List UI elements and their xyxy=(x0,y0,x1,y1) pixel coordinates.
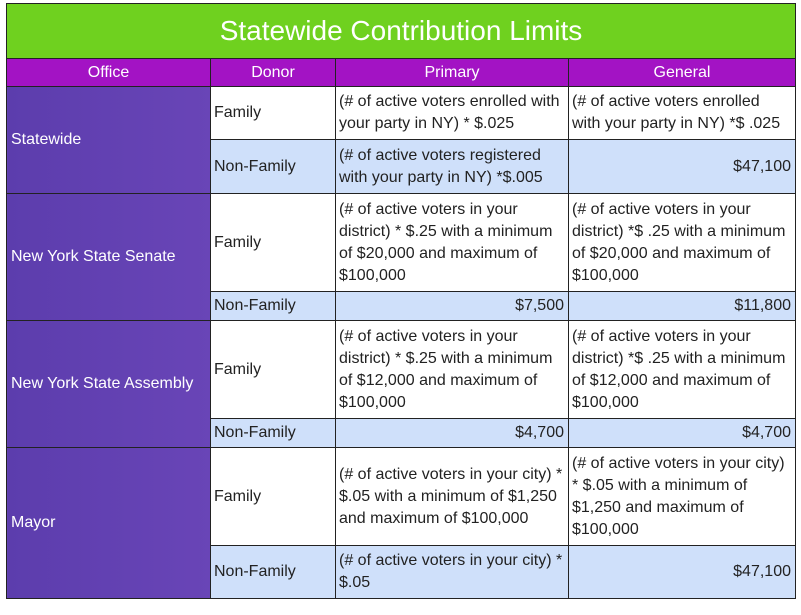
general-limit-cell: $47,100 xyxy=(569,140,796,194)
contribution-limits-table xyxy=(6,3,796,599)
primary-limit-cell: $4,700 xyxy=(336,419,569,448)
donor-cell: Family xyxy=(211,194,336,292)
general-limit-cell: $4,700 xyxy=(569,419,796,448)
donor-cell: Non-Family xyxy=(211,292,336,321)
donor-cell: Family xyxy=(211,448,336,546)
office-state-senate: New York State Senate xyxy=(7,194,211,321)
table-title: Statewide Contribution Limits xyxy=(7,4,796,59)
primary-limit-cell: (# of active voters registered with your party in NY) *$.005 xyxy=(336,140,569,194)
donor-cell: Non-Family xyxy=(211,140,336,194)
general-limit-cell: (# of active voters in your district) *$ .25 with a minimum of $12,000 and maximum of $100,000 xyxy=(569,321,796,419)
general-limit-cell: (# of active voters enrolled with your party in NY) *$ .025 xyxy=(569,87,796,140)
primary-limit-cell: (# of active voters in your city) * $.05 with a minimum of $1,250 and maximum of $100,000 xyxy=(336,448,569,546)
primary-limit-cell: (# of active voters in your district) * $.25 with a minimum of $12,000 and maximum of $100,000 xyxy=(336,321,569,419)
primary-limit-cell: $7,500 xyxy=(336,292,569,321)
primary-limit-cell: (# of active voters enrolled with your party in NY) * $.025 xyxy=(336,87,569,140)
title-row xyxy=(7,4,796,59)
header-row xyxy=(7,59,796,87)
donor-cell: Family xyxy=(211,321,336,419)
donor-cell: Non-Family xyxy=(211,419,336,448)
header-primary: Primary xyxy=(336,59,569,87)
general-limit-cell: $11,800 xyxy=(569,292,796,321)
general-limit-cell: (# of active voters in your district) *$ .25 with a minimum of $20,000 and maximum of $100,000 xyxy=(569,194,796,292)
office-statewide: Statewide xyxy=(7,87,211,194)
header-donor: Donor xyxy=(211,59,336,87)
general-limit-cell: (# of active voters in your city) * $.05 with a minimum of $1,250 and maximum of $100,000 xyxy=(569,448,796,546)
primary-limit-cell: (# of active voters in your district) * $.25 with a minimum of $20,000 and maximum of $100,000 xyxy=(336,194,569,292)
table-row xyxy=(7,194,796,292)
table-row xyxy=(7,87,796,140)
header-office: Office xyxy=(7,59,211,87)
office-mayor: Mayor xyxy=(7,448,211,599)
contribution-limits-table-container xyxy=(6,3,795,599)
donor-cell: Family xyxy=(211,87,336,140)
table-row xyxy=(7,321,796,419)
office-state-assembly: New York State Assembly xyxy=(7,321,211,448)
primary-limit-cell: (# of active voters in your city) * $.05 xyxy=(336,546,569,599)
general-limit-cell: $47,100 xyxy=(569,546,796,599)
header-general: General xyxy=(569,59,796,87)
donor-cell: Non-Family xyxy=(211,546,336,599)
table-row xyxy=(7,448,796,546)
